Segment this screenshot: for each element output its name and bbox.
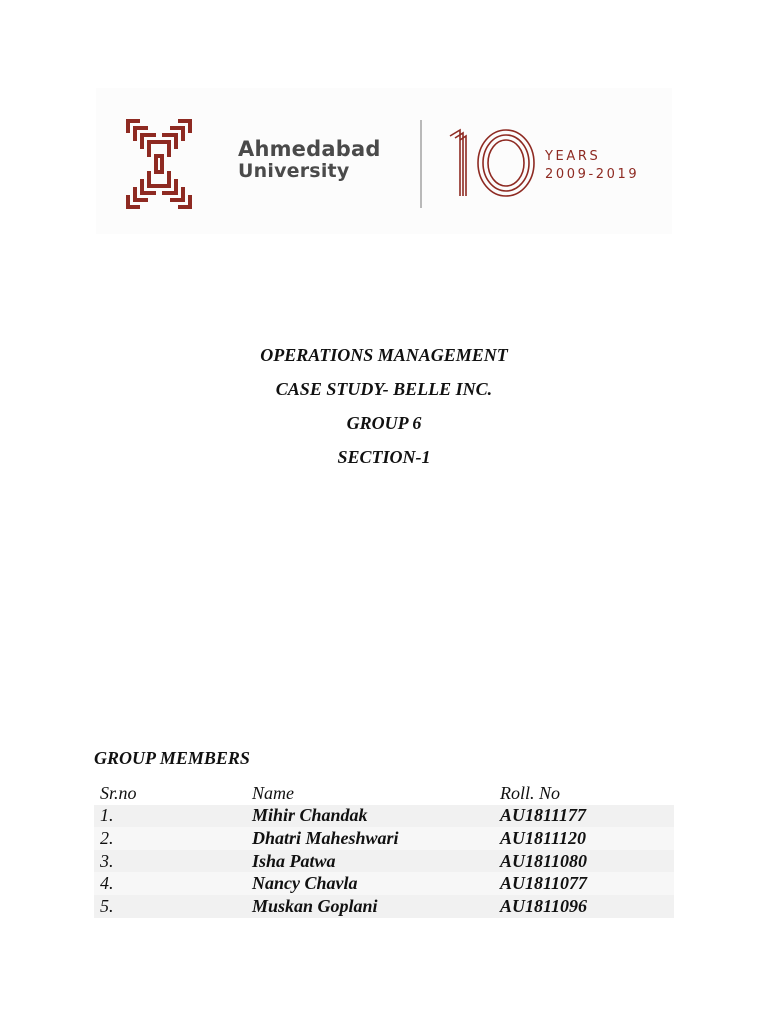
years-range: 2009-2019 <box>545 166 640 182</box>
column-header-sr-no: Sr.no <box>100 782 137 803</box>
document-title-block <box>0 338 768 474</box>
wordmark-line-1: Ahmedabad <box>238 137 381 161</box>
member-sr-no: 2. <box>100 827 114 848</box>
member-roll-no: AU1811120 <box>500 827 587 848</box>
course-title: OPERATIONS MANAGEMENT <box>260 345 508 365</box>
table-row <box>94 827 674 850</box>
member-roll-no: AU1811077 <box>500 873 588 894</box>
university-emblem-icon <box>126 119 192 209</box>
university-wordmark <box>238 138 381 181</box>
column-header-name: Name <box>252 782 294 803</box>
member-name: Dhatri Maheshwari <box>252 827 399 848</box>
member-roll-no: AU1811096 <box>500 895 588 916</box>
years-label: YEARS <box>545 149 601 164</box>
member-name: Isha Patwa <box>252 850 336 871</box>
member-roll-no: AU1811177 <box>500 805 587 826</box>
section-number: SECTION-1 <box>337 447 431 467</box>
table-row <box>94 850 674 873</box>
group-members-heading: GROUP MEMBERS <box>94 748 250 768</box>
member-sr-no: 4. <box>100 873 114 894</box>
member-name: Nancy Chavla <box>252 873 358 894</box>
table-header-row <box>94 782 674 805</box>
logo-divider <box>420 120 422 208</box>
wordmark-line-2: University <box>238 159 350 182</box>
table-row <box>94 872 674 895</box>
university-logo-banner <box>96 88 672 234</box>
member-name: Muskan Goplani <box>252 895 378 916</box>
case-study-title: CASE STUDY- BELLE INC. <box>275 379 493 399</box>
member-roll-no: AU1811080 <box>500 850 588 871</box>
group-number: GROUP 6 <box>346 413 422 433</box>
member-name: Mihir Chandak <box>252 805 368 826</box>
member-sr-no: 5. <box>100 895 114 916</box>
member-sr-no: 3. <box>100 850 114 871</box>
table-row <box>94 895 674 918</box>
column-header-roll-no: Roll. No <box>500 782 561 803</box>
anniversary-text <box>545 148 639 183</box>
group-members-table <box>94 782 674 918</box>
member-sr-no: 1. <box>100 805 114 826</box>
table-row <box>94 805 674 828</box>
ten-years-icon <box>448 126 540 198</box>
